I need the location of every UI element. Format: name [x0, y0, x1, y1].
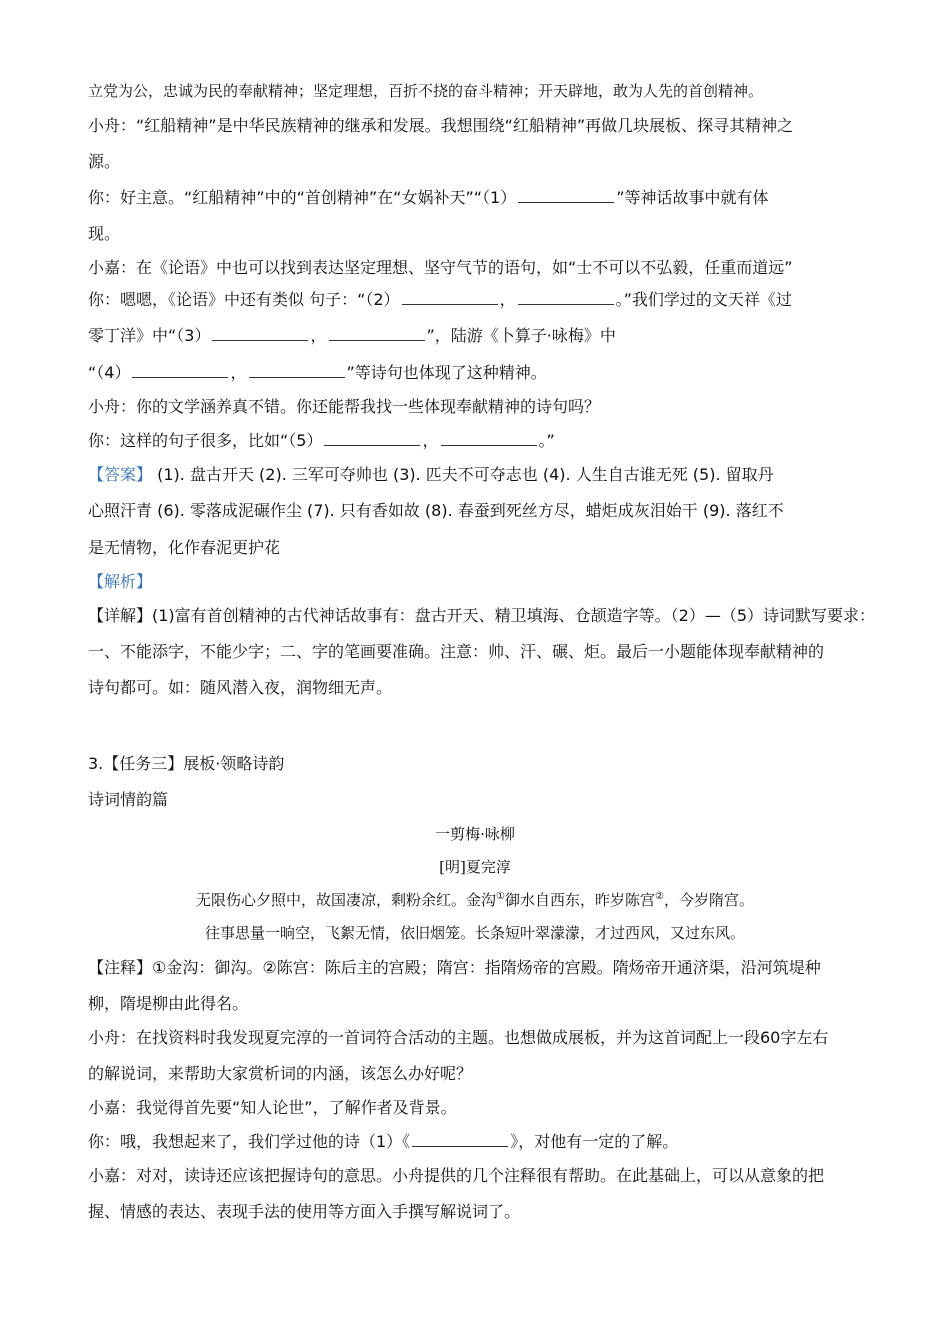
text: 小嘉：对对，读诗还应该把握诗句的意思。小舟提供的几个注释很有帮助。在此基础上，可以从意象的把: [88, 1166, 825, 1185]
text-line: [88, 430, 878, 452]
text: ”等神话故事中就有体: [616, 188, 769, 207]
text-line: [88, 187, 878, 209]
text-line: [88, 257, 878, 279]
fill-blank: [329, 325, 425, 341]
dialogue-line: [88, 1097, 878, 1119]
text: 》，对他有一定的了解。: [510, 1132, 679, 1151]
dialogue-line: [88, 1063, 878, 1085]
text: ，今岁隋宫。: [663, 891, 754, 909]
text: 【注释】①金沟：御沟。②陈宫：陈后主的宫殿；隋宫：指隋炀帝的宫殿。隋炀帝开通济渠，沿河筑堤种: [88, 958, 821, 977]
text: 【解析】: [88, 572, 153, 591]
text: 小嘉：我觉得首先要“知人论世”，了解作者及背景。: [88, 1098, 457, 1117]
answer-line: [88, 500, 878, 522]
detail-line: [88, 605, 878, 627]
text: ，: [230, 363, 247, 382]
text-line: [88, 80, 878, 102]
text: 你：哦，我想起来了，我们学过他的诗（1）《: [88, 1132, 411, 1151]
text: ，: [310, 326, 327, 345]
analysis-tag: [88, 571, 878, 593]
fill-blank: [402, 289, 498, 305]
text: 3.【任务三】展板·领略诗韵: [88, 754, 285, 773]
text: 往事思量一晌空，飞絮无情，依旧烟笼。长条短叶翠濛濛，才过西风，又过东风。: [204, 924, 745, 942]
text: 立党为公，忠诚为民的奉献精神；坚定理想，百折不挠的奋斗精神；开天辟地，敢为人先的首创精神。: [88, 82, 764, 100]
text: 小嘉：在《论语》中也可以找到表达坚定理想、坚守气节的语句，如“士不可以不弘毅，任重而道远”: [88, 258, 793, 277]
text: 。”: [538, 431, 555, 450]
fill-blank: [412, 1131, 508, 1147]
note-marker: ①: [496, 891, 505, 902]
text: 源。: [88, 152, 121, 171]
text: 小舟：在找资料时我发现夏完淳的一首词符合活动的主题。也想做成展板，并为这首词配上一段60字左右: [88, 1028, 829, 1047]
text: 是无情物，化作春泥更护花: [88, 538, 281, 557]
fill-blank: [212, 325, 308, 341]
fill-blank: [249, 362, 345, 378]
text: 诗词情韵篇: [88, 790, 169, 809]
answer-line: [88, 537, 878, 559]
text: 握、情感的表达、表现手法的使用等方面入手撰写解说词了。: [88, 1202, 521, 1221]
text: 柳，隋堤柳由此得名。: [88, 994, 249, 1013]
text-line: [88, 115, 878, 137]
poem-title: [0, 823, 950, 845]
section-heading: [88, 789, 878, 811]
task-heading: [88, 753, 878, 775]
text: 御水自西东，昨岁陈宫: [504, 891, 655, 909]
note-line: [88, 957, 878, 979]
text: (1). 盘古开天 (2). 三军可夺帅也 (3). 匹夫不可夺志也 (4). 人生自古谁无死 (5). 留取丹: [152, 465, 774, 484]
poem-author: [0, 856, 950, 878]
text: 。”我们学过的文天祥《过: [615, 290, 792, 309]
poem-line: [0, 889, 950, 911]
text: 的解说词，来帮助大家赏析词的内涵，该怎么办好呢？: [88, 1064, 473, 1083]
text: 小舟：“红船精神”是中华民族精神的继承和发展。我想围绕“红船精神”再做几块展板、探寻其精神之: [88, 116, 794, 135]
text: ”，陆游《卜算子·咏梅》中: [426, 326, 616, 345]
note-line: [88, 993, 878, 1015]
text: ，: [422, 431, 439, 450]
text: 你：好主意。“红船精神”中的“首创精神”在“女娲补天”“（1）: [88, 188, 517, 207]
dialogue-line: [88, 1027, 878, 1049]
text-line: [88, 362, 878, 384]
dialogue-line: [88, 1165, 878, 1187]
text: 你：嗯嗯，《论语》中还有类似 句子：“（2）: [88, 290, 400, 309]
text: 你：这样的句子很多，比如“（5）: [88, 431, 323, 450]
answer-tag: 【答案】: [88, 465, 153, 484]
text: 无限伤心夕照中，故国凄凉，剩粉余红。金沟: [196, 891, 497, 909]
dialogue-line: [88, 1131, 878, 1153]
text: 小舟：你的文学涵养真不错。你还能帮我找一些体现奉献精神的诗句吗？: [88, 397, 601, 416]
fill-blank: [518, 289, 614, 305]
fill-blank: [518, 187, 614, 203]
text: 一剪梅·咏柳: [435, 825, 515, 843]
text: 现。: [88, 224, 121, 243]
text-line: [88, 325, 878, 347]
note-marker: ②: [655, 891, 664, 902]
text-line: [88, 289, 878, 311]
text: ，: [499, 290, 516, 309]
answer-line: [88, 464, 878, 486]
detail-line: [88, 641, 878, 663]
text: 【详解】(1)富有首创精神的古代神话故事有：盘古开天、精卫填海、仓颉造字等。（2）—（5）诗词默写要求：: [88, 606, 876, 625]
text: 心照汗青 (6). 零落成泥碾作尘 (7). 只有香如故 (8). 春蚕到死丝方尽，蜡炬成灰泪始干 (9). 落红不: [88, 501, 784, 520]
text-line: [88, 151, 878, 173]
text: 零丁洋》中“（3）: [88, 326, 211, 345]
dialogue-line: [88, 1201, 878, 1223]
text: 诗句都可。如：随风潜入夜，润物细无声。: [88, 678, 393, 697]
text-line: [88, 396, 878, 418]
text: “（4）: [88, 363, 131, 382]
fill-blank: [324, 430, 420, 446]
fill-blank: [132, 362, 228, 378]
text-line: [88, 223, 878, 245]
text: ”等诗句也体现了这种精神。: [346, 363, 547, 382]
fill-blank: [441, 430, 537, 446]
detail-line: [88, 677, 878, 699]
text: 一、不能添字，不能少字；二、字的笔画要准确。注意：帅、汗、碾、炬。最后一小题能体现奉献精神的: [88, 642, 825, 661]
text: [明]夏完淳: [439, 858, 511, 876]
poem-line: [0, 922, 950, 944]
